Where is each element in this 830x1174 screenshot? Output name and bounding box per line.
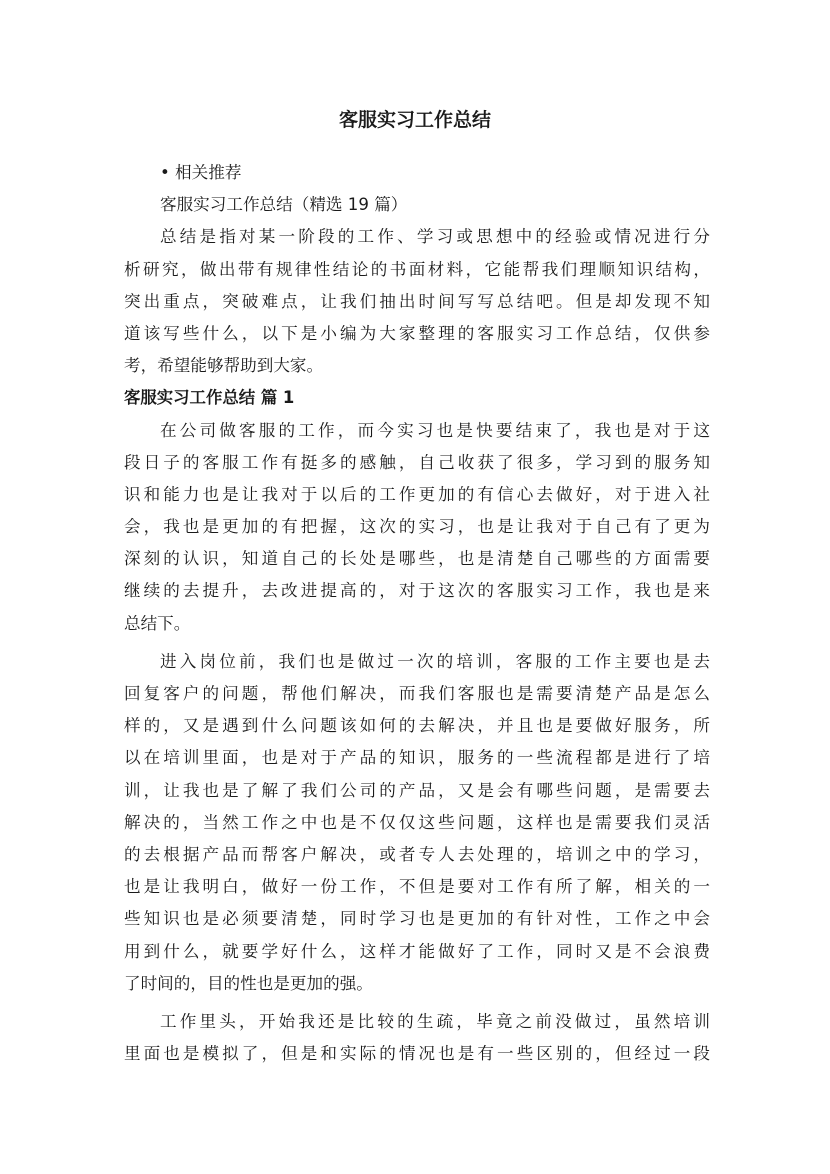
- paragraph-line: 总结下。: [124, 613, 191, 633]
- paragraph-line: 的去根据产品而帮客户解决，或者专人去处理的，培训之中的学习，: [124, 844, 710, 864]
- paragraph-line: 总结是指对某一阶段的工作、学习或思想中的经验或情况进行分: [160, 227, 710, 247]
- body-paragraph-2: [124, 646, 710, 1000]
- paragraph-line: 会，我也是更加的有把握，这次的实习，也是让我对于自己有了更为: [124, 517, 710, 537]
- paragraph-line: 段日子的客服工作有挺多的感触，自己收获了很多，学习到的服务知: [124, 452, 710, 472]
- related-recommendation-link[interactable]: 客服实习工作总结（精选 19 篇）: [160, 195, 408, 215]
- paragraph-line: 解决的，当然工作之中也是不仅仅这些问题，这样也是需要我们灵活: [124, 812, 710, 832]
- document-body: [124, 157, 710, 1070]
- paragraph-line: 析研究，做出带有规律性结论的书面材料，它能帮我们理顺知识结构，: [124, 259, 710, 279]
- paragraph-line: 突出重点，突破难点，让我们抽出时间写写总结吧。但是却发现不知: [124, 291, 710, 311]
- paragraph-line: 里面也是模拟了，但是和实际的情况也是有一些区别的，但经过一段: [124, 1044, 710, 1064]
- paragraph-line: 识和能力也是让我对于以后的工作更加的有信心去做好，对于进入社: [124, 484, 710, 504]
- intro-paragraph: [124, 221, 710, 382]
- paragraph-line: 继续的去提升，去改进提高的，对于这次的客服实习工作，我也是来: [124, 581, 710, 601]
- paragraph-line: 考，希望能够帮助到大家。: [124, 356, 324, 376]
- paragraph-line: 些知识也是必须要清楚，同时学习也是更加的有针对性，工作之中会: [124, 909, 710, 929]
- paragraph-line: 用到什么，就要学好什么，这样才能做好了工作，同时又是不会浪费: [124, 941, 710, 961]
- paragraph-line: 在公司做客服的工作，而今实习也是快要结束了，我也是对于这: [160, 420, 710, 440]
- paragraph-line: 训，让我也是了解了我们公司的产品，又是会有哪些问题，是需要去: [124, 780, 710, 800]
- paragraph-line: 样的，又是遇到什么问题该如何的去解决，并且也是要做好服务，所: [124, 716, 710, 736]
- paragraph-line: 以在培训里面，也是对于产品的知识，服务的一些流程都是进行了培: [124, 748, 710, 768]
- document-title: 客服实习工作总结: [338, 109, 491, 131]
- body-paragraph-1: [124, 415, 710, 640]
- section-heading: 客服实习工作总结 篇 1: [124, 388, 295, 408]
- related-recommendation-bullet[interactable]: • 相关推荐: [160, 163, 242, 182]
- paragraph-line: 工作里头，开始我还是比较的生疏，毕竟之前没做过，虽然培训: [160, 1011, 710, 1031]
- paragraph-line: 回复客户的问题，帮他们解决，而我们客服也是需要清楚产品是怎么: [124, 684, 710, 703]
- paragraph-line: 也是让我明白，做好一份工作，不但是要对工作有所了解，相关的一: [124, 877, 710, 897]
- paragraph-line: 进入岗位前，我们也是做过一次的培训，客服的工作主要也是去: [160, 651, 710, 671]
- paragraph-line: 道该写些什么，以下是小编为大家整理的客服实习工作总结，仅供参: [124, 323, 710, 343]
- paragraph-line: 深刻的认识，知道自己的长处是哪些，也是清楚自己哪些的方面需要: [124, 549, 710, 569]
- body-paragraph-3: [124, 1006, 710, 1070]
- paragraph-line: 了时间的，目的性也是更加的强。: [124, 973, 373, 993]
